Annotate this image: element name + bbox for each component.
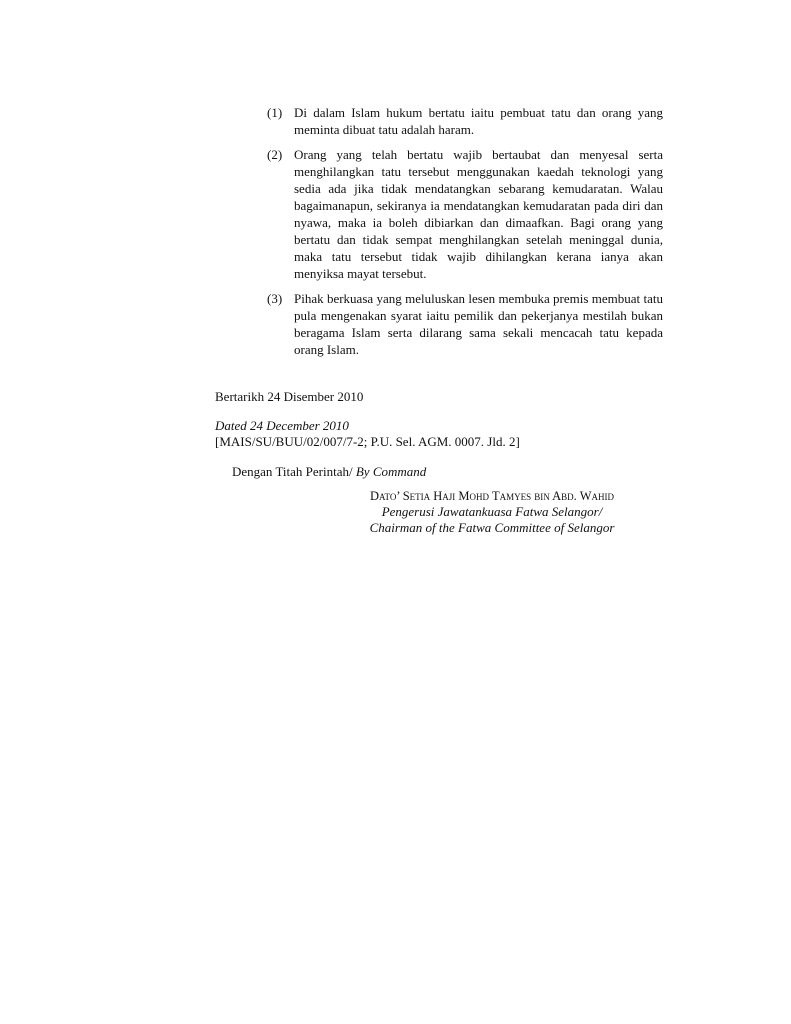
clause-text: Orang yang telah bertatu wajib bertaubat dan menyesal serta menghilangkan tatu tersebut menggunakan kaedah teknologi yang sedia ada jika tidak mendatangkan sebarang kemudaratan. Walau bagaimanapun, sekiranya ia mendatangkan kemudaratan pada diri dan nyawa, maka ia boleh dibiarkan dan dimaafkan. Bagi orang yang bertatu dan tidak sempat menghilangkan setelah meninggal dunia, maka tatu tersebut tidak wajib dihilangkan kerana ianya akan menyiksa mayat tersebut.: [294, 147, 663, 281]
command-english: By Command: [355, 464, 427, 479]
signatory-block: [356, 488, 628, 536]
date-english: Dated 24 December 2010: [215, 418, 349, 433]
clause-2: [267, 146, 663, 282]
signatory-name: Dato’ Setia Haji Mohd Tamyes bin Abd. Wahid: [369, 489, 614, 503]
clause-1: [267, 104, 663, 138]
command-line: [232, 463, 426, 480]
clause-number: (1): [267, 105, 283, 120]
signatory-title-malay: Pengerusi Jawatankuasa Fatwa Selangor/: [381, 504, 603, 519]
clause-3: [267, 290, 663, 358]
date-malay: Bertarikh 24 Disember 2010: [215, 389, 364, 404]
signatory-title-english: Chairman of the Fatwa Committee of Selangor: [369, 520, 615, 535]
clause-number: (3): [267, 291, 283, 306]
command-malay: Dengan Titah Perintah/: [232, 464, 353, 479]
reference-number: [MAIS/SU/BUU/02/007/7-2; P.U. Sel. AGM. 0007. Jld. 2]: [215, 434, 520, 449]
fatwa-clauses: [267, 104, 663, 366]
clause-text: Di dalam Islam hukum bertatu iaitu pembuat tatu dan orang yang meminta dibuat tatu adalah haram.: [294, 105, 663, 137]
clause-text: Pihak berkuasa yang meluluskan lesen membuka premis membuat tatu pula mengenakan syarat iaitu pemilik dan pekerjanya mestilah bukan beragama Islam serta dilarang sama sekali mencacah tatu kepada orang Islam.: [294, 291, 663, 357]
clause-number: (2): [267, 147, 283, 162]
